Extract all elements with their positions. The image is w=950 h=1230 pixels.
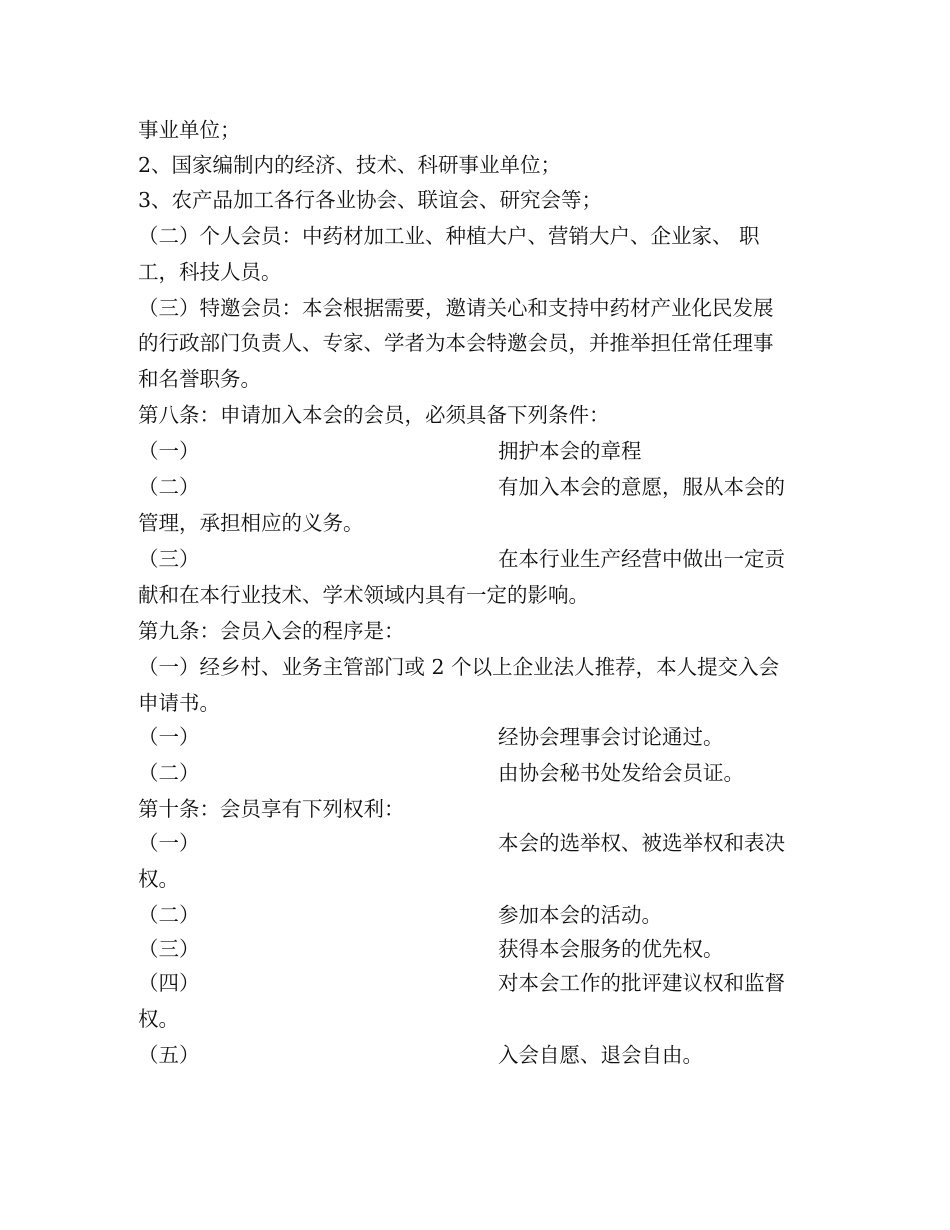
- text-line: （二）个人会员：中药材加工业、种植大户、营销大户、企业家、 职: [138, 224, 760, 248]
- item-number: （一）: [138, 831, 200, 855]
- item-text: 本会的选举权、被选举权和表决: [498, 831, 785, 855]
- article-heading: 第十条：会员享有下列权利：: [138, 797, 405, 821]
- article-heading: 第八条：申请加入本会的会员，必须具备下列条件：: [138, 403, 610, 427]
- item-text: 获得本会服务的优先权。: [498, 937, 724, 961]
- list-item: [138, 932, 818, 966]
- item-number: （二）: [138, 903, 200, 927]
- item-text: 入会自愿、退会自由。: [498, 1043, 703, 1067]
- text-line: （三）特邀会员：本会根据需要，邀请关心和支持中药材产业化民发展: [138, 296, 774, 320]
- text-line: 3、农产品加工各行各业协会、联谊会、研究会等；: [138, 188, 603, 212]
- item-number: （三）: [138, 547, 200, 571]
- article-heading: 第九条：会员入会的程序是：: [138, 619, 405, 643]
- item-number: （五）: [138, 1043, 200, 1067]
- item-text: 在本行业生产经营中做出一定贡: [498, 547, 785, 571]
- text-line: 权。: [138, 867, 179, 891]
- text-line: 献和在本行业技术、学术领域内具有一定的影响。: [138, 583, 589, 607]
- item-text: 对本会工作的批评建议权和监督: [498, 971, 785, 995]
- list-item: [138, 1038, 818, 1072]
- list-item: [138, 470, 818, 504]
- list-item: [138, 966, 818, 1000]
- item-text: 由协会秘书处发给会员证。: [498, 761, 744, 785]
- text-line: 和名誉职务。: [138, 367, 261, 391]
- list-item: [138, 720, 818, 754]
- item-number: （二）: [138, 475, 200, 499]
- text-line: 管理，承担相应的义务。: [138, 511, 364, 535]
- item-number: （四）: [138, 971, 200, 995]
- text-line: 权。: [138, 1007, 179, 1031]
- item-text: 有加入本会的意愿，服从本会的: [498, 475, 785, 499]
- item-text: 拥护本会的章程: [498, 439, 642, 463]
- text-line: 的行政部门负责人、专家、学者为本会特邀会员，并推举担任常任理事: [138, 331, 774, 355]
- text-line: 申请书。: [138, 691, 220, 715]
- text-line: 工，科技人员。: [138, 260, 282, 284]
- text-line: （一）经乡村、业务主管部门或 2 个以上企业法人推荐，本人提交入会: [138, 655, 780, 679]
- list-item: [138, 826, 818, 860]
- item-number: （一）: [138, 439, 200, 463]
- list-item: [138, 542, 818, 576]
- text-line: 事业单位；: [138, 118, 241, 142]
- item-text: 参加本会的活动。: [498, 903, 662, 927]
- list-item: [138, 756, 818, 790]
- item-number: （三）: [138, 937, 200, 961]
- item-text: 经协会理事会讨论通过。: [498, 725, 724, 749]
- list-item: [138, 434, 818, 468]
- list-item: [138, 898, 818, 932]
- item-number: （二）: [138, 761, 200, 785]
- text-line: 2、国家编制内的经济、技术、科研事业单位；: [138, 153, 562, 177]
- item-number: （一）: [138, 725, 200, 749]
